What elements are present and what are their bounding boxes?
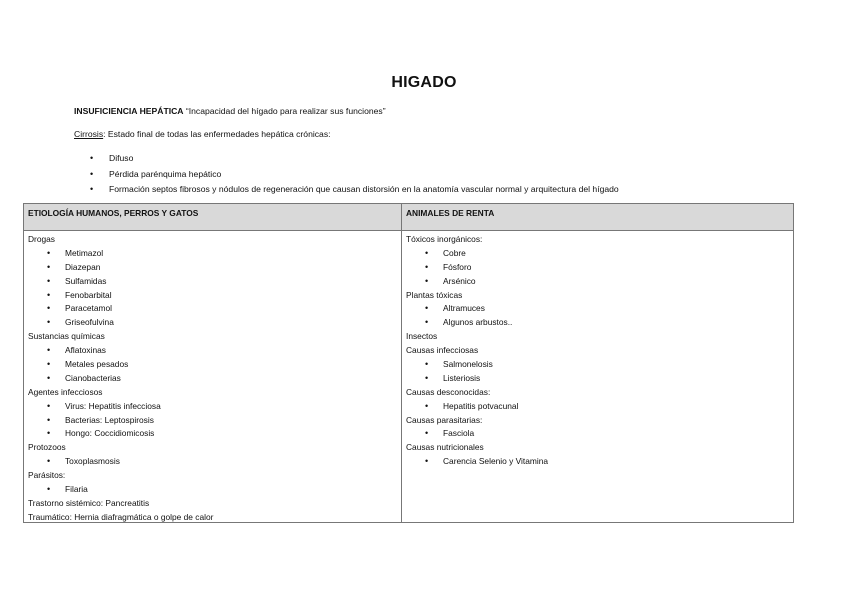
list-item: • Hepatitis potvacunal <box>406 400 790 414</box>
list-item: • Salmonelosis <box>406 358 790 372</box>
category-label: Traumático: Hernia diafragmática o golpe de calor <box>28 511 214 522</box>
right-column <box>406 233 790 469</box>
list-item: • Listeriosis <box>406 372 790 386</box>
column-divider <box>401 204 402 522</box>
category-label: Causas infecciosas <box>406 345 479 356</box>
list-item: • Fósforo <box>406 261 790 275</box>
category-label: Plantas tóxicas <box>406 289 463 300</box>
list-item: • Filaria <box>28 483 396 497</box>
category-label: Causas nutricionales <box>406 442 484 453</box>
header-etiologia: ETIOLOGÍA HUMANOS, PERROS Y GATOS <box>28 208 199 218</box>
category-label: Drogas <box>28 234 55 244</box>
list-item: • Metimazol <box>28 247 396 261</box>
category-label: Sustancias químicas <box>28 331 105 342</box>
header-animales-renta: ANIMALES DE RENTA <box>406 208 495 218</box>
cirrosis-text: : Estado final de todas las enfermedades hepática crónicas: <box>103 129 331 139</box>
list-item: • Griseofulvina <box>28 316 396 330</box>
list-item: • Aflatoxinas <box>28 344 396 358</box>
insuficiencia-definition <box>74 106 386 116</box>
insuficiencia-text: “Incapacidad del hígado para realizar sus funciones” <box>183 106 386 116</box>
category-label: Insectos <box>406 331 438 342</box>
cirrosis-definition <box>74 129 331 139</box>
list-item: • Virus: Hepatitis infecciosa <box>28 400 396 414</box>
list-item: • Fasciola <box>406 427 790 441</box>
list-item: • Bacterias: Leptospirosis <box>28 414 396 428</box>
list-item: • Altramuces <box>406 302 790 316</box>
page-title: HIGADO <box>391 74 457 91</box>
list-item: • Algunos arbustos.. <box>406 316 790 330</box>
list-item: • Pérdida parénquima hepático <box>90 167 619 183</box>
list-item: • Cobre <box>406 247 790 261</box>
list-item: • Sulfamidas <box>28 275 396 289</box>
list-item: • Fenobarbital <box>28 289 396 303</box>
cirrosis-term: Cirrosis <box>74 129 104 139</box>
list-item: • Difuso <box>90 151 619 167</box>
list-item: • Cianobacterias <box>28 372 396 386</box>
category-label: Protozoos <box>28 442 66 453</box>
etiology-table <box>23 203 794 523</box>
list-item: • Formación septos fibrosos y nódulos de regeneración que causan distorsión en la anatomía vascular normal y arquitectura del hígado <box>90 182 619 198</box>
list-item: • Metales pesados <box>28 358 396 372</box>
list-item: • Paracetamol <box>28 302 396 316</box>
list-item: • Arsénico <box>406 275 790 289</box>
category-label: Parásitos: <box>28 470 66 481</box>
cirrosis-bullet-list <box>90 151 619 198</box>
category-label: Trastorno sistémico: Pancreatitis <box>28 497 150 508</box>
list-item: • Carencia Selenio y Vitamina <box>406 455 790 469</box>
list-item: • Hongo: Coccidiomicosis <box>28 427 396 441</box>
list-item: • Diazepan <box>28 261 396 275</box>
category-label: Agentes infecciosos <box>28 386 103 397</box>
list-item: • Toxoplasmosis <box>28 455 396 469</box>
category-label: Tóxicos inorgánicos: <box>406 234 483 244</box>
insuficiencia-term: INSUFICIENCIA HEPÁTICA <box>74 106 184 116</box>
category-label: Causas parasitarias: <box>406 414 483 425</box>
category-label: Causas desconocidas: <box>406 386 491 397</box>
left-column <box>28 233 396 525</box>
